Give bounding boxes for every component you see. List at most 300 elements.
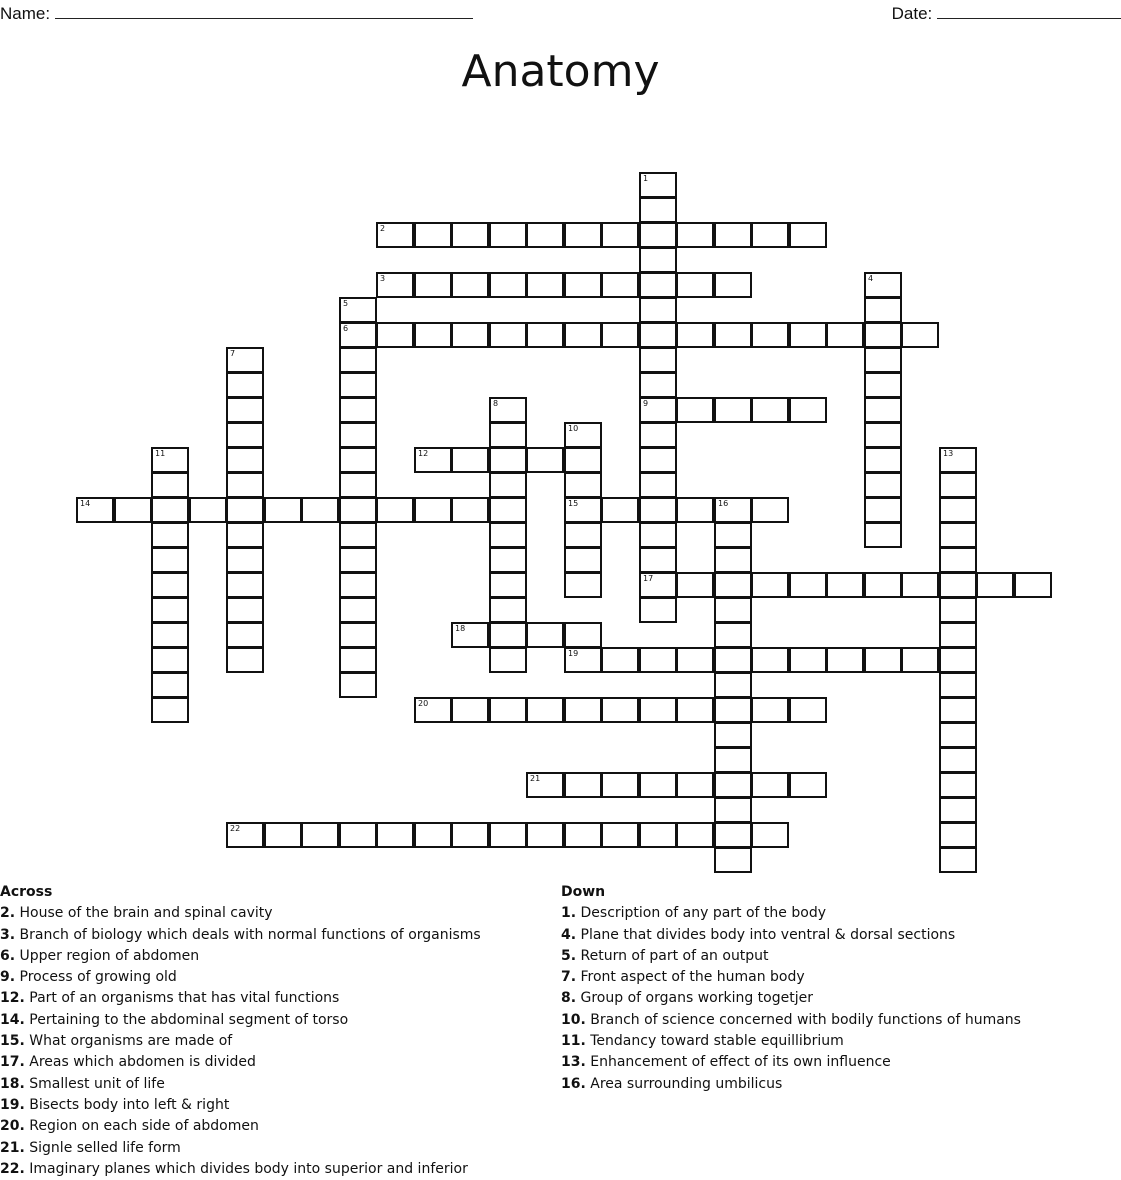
clue-number-label: 18. (0, 1075, 25, 1092)
crossword-cell[interactable] (639, 547, 677, 573)
crossword-cell[interactable] (376, 822, 414, 848)
crossword-cell[interactable] (451, 697, 489, 723)
crossword-cell[interactable] (226, 447, 264, 473)
crossword-cell[interactable] (864, 647, 902, 673)
crossword-cell[interactable] (864, 422, 902, 448)
crossword-cell[interactable] (564, 422, 602, 448)
crossword-cell[interactable] (939, 497, 977, 523)
crossword-cell[interactable] (789, 772, 827, 798)
clue-number: 10 (568, 424, 579, 433)
clue-number: 22 (230, 824, 241, 833)
crossword-cell[interactable] (714, 497, 752, 523)
crossword-cell[interactable] (339, 422, 377, 448)
clue-text: Signle selled life form (24, 1139, 181, 1156)
crossword-cell[interactable] (864, 447, 902, 473)
crossword-cell[interactable] (526, 822, 564, 848)
date-label: Date: (891, 4, 933, 23)
across-clue (0, 1010, 540, 1031)
crossword-cell[interactable] (226, 397, 264, 423)
clue-text: Process of growing old (15, 969, 177, 986)
across-clue (0, 925, 540, 946)
crossword-cell[interactable] (676, 822, 714, 848)
crossword-cell[interactable] (601, 497, 639, 523)
crossword-cell[interactable] (526, 322, 564, 348)
crossword-cell[interactable] (526, 697, 564, 723)
crossword-cell[interactable] (226, 822, 264, 848)
crossword-cell[interactable] (451, 222, 489, 248)
crossword-cell[interactable] (639, 447, 677, 473)
clue-number-label: 15. (0, 1033, 25, 1050)
crossword-cell[interactable] (226, 647, 264, 673)
down-clue (561, 903, 1101, 924)
crossword-cell[interactable] (226, 497, 264, 523)
crossword-cell[interactable] (151, 572, 189, 598)
crossword-cell[interactable] (376, 222, 414, 248)
crossword-cell[interactable] (939, 722, 977, 748)
crossword-cell[interactable] (714, 397, 752, 423)
crossword-cell[interactable] (676, 397, 714, 423)
clue-text: Pertaining to the abdominal segment of torso (24, 1011, 349, 1028)
across-clue (0, 1074, 540, 1095)
crossword-cell[interactable] (864, 297, 902, 323)
crossword-cell[interactable] (714, 222, 752, 248)
crossword-cell[interactable] (714, 822, 752, 848)
crossword-cell[interactable] (489, 597, 527, 623)
clue-number-label: 4. (561, 926, 577, 943)
crossword-cell[interactable] (264, 497, 302, 523)
crossword-cell[interactable] (489, 697, 527, 723)
crossword-cell[interactable] (601, 322, 639, 348)
crossword-cell[interactable] (226, 547, 264, 573)
crossword-cell[interactable] (676, 497, 714, 523)
clue-text: Smallest unit of life (24, 1075, 165, 1092)
name-field[interactable] (0, 2, 473, 24)
crossword-cell[interactable] (489, 622, 527, 648)
crossword-cell[interactable] (451, 447, 489, 473)
crossword-cell[interactable] (939, 522, 977, 548)
crossword-cell[interactable] (301, 497, 339, 523)
clue-number: 12 (418, 449, 429, 458)
crossword-cell[interactable] (226, 597, 264, 623)
crossword-cell[interactable] (751, 697, 789, 723)
across-clue (0, 1138, 540, 1159)
clue-text: Imaginary planes which divides body into superior and inferior (24, 1160, 468, 1177)
clue-text: Description of any part of the body (576, 905, 826, 922)
clue-number: 2 (380, 224, 386, 233)
clue-text: Region on each side of abdomen (24, 1118, 259, 1135)
clue-text: Part of an organisms that has vital functions (24, 990, 340, 1007)
crossword-cell[interactable] (639, 647, 677, 673)
crossword-cell[interactable] (639, 222, 677, 248)
clue-text: Area surrounding umbilicus (585, 1075, 783, 1092)
crossword-cell[interactable] (526, 622, 564, 648)
crossword-cell[interactable] (714, 522, 752, 548)
down-clue (561, 1052, 1101, 1073)
down-clue (561, 925, 1101, 946)
crossword-cell[interactable] (339, 647, 377, 673)
crossword-cell[interactable] (789, 322, 827, 348)
crossword-cell[interactable] (339, 447, 377, 473)
clue-number-label: 21. (0, 1139, 25, 1156)
crossword-cell[interactable] (639, 497, 677, 523)
crossword-cell[interactable] (751, 572, 789, 598)
crossword-cell[interactable] (939, 797, 977, 823)
crossword-cell[interactable] (751, 222, 789, 248)
crossword-cell[interactable] (639, 772, 677, 798)
crossword-cell[interactable] (751, 322, 789, 348)
crossword-cell[interactable] (489, 272, 527, 298)
crossword-cell[interactable] (414, 322, 452, 348)
clue-text: House of the brain and spinal cavity (15, 905, 273, 922)
clue-number: 4 (868, 274, 874, 283)
clue-number-label: 22. (0, 1160, 25, 1177)
crossword-cell[interactable] (451, 622, 489, 648)
crossword-cell[interactable] (714, 547, 752, 573)
crossword-cell[interactable] (939, 647, 977, 673)
crossword-cell[interactable] (1014, 572, 1052, 598)
crossword-cell[interactable] (339, 347, 377, 373)
crossword-cell[interactable] (564, 522, 602, 548)
crossword-cell[interactable] (939, 672, 977, 698)
clue-number: 13 (943, 449, 954, 458)
crossword-cell[interactable] (339, 522, 377, 548)
crossword-cell[interactable] (864, 522, 902, 548)
down-heading: Down (561, 884, 606, 900)
clue-number-label: 11. (561, 1033, 586, 1050)
crossword-cell[interactable] (451, 497, 489, 523)
clue-number-label: 12. (0, 990, 25, 1007)
crossword-cell[interactable] (864, 322, 902, 348)
crossword-cell[interactable] (714, 322, 752, 348)
clue-text: Group of organs working togetjer (576, 990, 813, 1007)
clue-text: Plane that divides body into ventral & dorsal sections (576, 926, 956, 943)
down-clue (561, 1010, 1101, 1031)
crossword-cell[interactable] (601, 772, 639, 798)
clue-number: 5 (343, 299, 349, 308)
crossword-cell[interactable] (564, 222, 602, 248)
crossword-cell[interactable] (489, 397, 527, 423)
crossword-cell[interactable] (676, 272, 714, 298)
clue-number-label: 16. (561, 1075, 586, 1092)
crossword-cell[interactable] (489, 222, 527, 248)
crossword-cell[interactable] (151, 647, 189, 673)
crossword-cell[interactable] (864, 472, 902, 498)
crossword-cell[interactable] (751, 822, 789, 848)
crossword-cell[interactable] (526, 272, 564, 298)
clue-number: 7 (230, 349, 236, 358)
crossword-cell[interactable] (976, 572, 1014, 598)
crossword-cell[interactable] (339, 472, 377, 498)
clue-number-label: 19. (0, 1096, 25, 1113)
crossword-cell[interactable] (489, 547, 527, 573)
clue-text: Enhancement of effect of its own influence (585, 1054, 891, 1071)
crossword-cell[interactable] (751, 647, 789, 673)
crossword-cell[interactable] (564, 272, 602, 298)
crossword-cell[interactable] (564, 647, 602, 673)
crossword-cell[interactable] (414, 497, 452, 523)
crossword-cell[interactable] (151, 672, 189, 698)
crossword-cell[interactable] (564, 472, 602, 498)
crossword-cell[interactable] (451, 272, 489, 298)
clue-number-label: 9. (0, 969, 16, 986)
crossword-cell[interactable] (676, 572, 714, 598)
crossword-cell[interactable] (789, 697, 827, 723)
page-title: Anatomy (461, 46, 660, 97)
clue-number-label: 14. (0, 1011, 25, 1028)
crossword-cell[interactable] (639, 572, 677, 598)
crossword-cell[interactable] (639, 522, 677, 548)
crossword-cell[interactable] (639, 322, 677, 348)
crossword-cell[interactable] (601, 222, 639, 248)
crossword-cell[interactable] (939, 572, 977, 598)
crossword-cell[interactable] (376, 272, 414, 298)
crossword-cell[interactable] (376, 322, 414, 348)
crossword-cell[interactable] (714, 847, 752, 873)
crossword-cell[interactable] (226, 472, 264, 498)
across-clue-list (0, 903, 540, 1180)
crossword-cell[interactable] (939, 697, 977, 723)
crossword-cell[interactable] (789, 397, 827, 423)
crossword-cell[interactable] (639, 372, 677, 398)
crossword-cell[interactable] (564, 322, 602, 348)
crossword-cell[interactable] (526, 447, 564, 473)
crossword-cell[interactable] (751, 397, 789, 423)
crossword-cell[interactable] (339, 572, 377, 598)
clue-text: Return of part of an output (576, 947, 769, 964)
date-blank-line[interactable] (937, 2, 1121, 19)
across-clue (0, 967, 540, 988)
crossword-cell[interactable] (151, 472, 189, 498)
crossword-cell[interactable] (601, 647, 639, 673)
crossword-cell[interactable] (864, 497, 902, 523)
crossword-cell[interactable] (151, 622, 189, 648)
down-clues (561, 882, 1101, 1095)
crossword-cell[interactable] (789, 647, 827, 673)
name-label: Name: (0, 4, 51, 23)
clue-number-label: 3. (0, 926, 16, 943)
date-field[interactable] (892, 2, 1121, 24)
across-clue (0, 946, 540, 967)
crossword-cell[interactable] (639, 397, 677, 423)
crossword-cell[interactable] (639, 697, 677, 723)
crossword-cell[interactable] (564, 772, 602, 798)
crossword-cell[interactable] (414, 447, 452, 473)
crossword-cell[interactable] (151, 497, 189, 523)
crossword-cell[interactable] (639, 172, 677, 198)
clue-number-label: 10. (561, 1011, 586, 1028)
crossword-cell[interactable] (414, 697, 452, 723)
crossword-cell[interactable] (639, 272, 677, 298)
clue-number: 16 (718, 499, 729, 508)
crossword-cell[interactable] (751, 772, 789, 798)
clue-text: Areas which abdomen is divided (24, 1054, 256, 1071)
crossword-cell[interactable] (639, 197, 677, 223)
crossword-cell[interactable] (939, 772, 977, 798)
crossword-cell[interactable] (339, 297, 377, 323)
crossword-cell[interactable] (151, 697, 189, 723)
crossword-cell[interactable] (639, 297, 677, 323)
crossword-cell[interactable] (601, 697, 639, 723)
clue-number: 11 (155, 449, 166, 458)
down-clue (561, 988, 1101, 1009)
crossword-cell[interactable] (676, 222, 714, 248)
crossword-cell[interactable] (226, 347, 264, 373)
crossword-cell[interactable] (339, 397, 377, 423)
crossword-cell[interactable] (939, 547, 977, 573)
across-clue (0, 1116, 540, 1137)
crossword-cell[interactable] (639, 247, 677, 273)
crossword-cell[interactable] (939, 847, 977, 873)
crossword-cell[interactable] (339, 547, 377, 573)
clue-number-label: 2. (0, 905, 16, 922)
clue-number: 19 (568, 649, 579, 658)
crossword-cell[interactable] (451, 822, 489, 848)
crossword-cell[interactable] (714, 797, 752, 823)
crossword-cell[interactable] (564, 547, 602, 573)
crossword-cell[interactable] (564, 447, 602, 473)
across-heading: Across (0, 884, 53, 900)
clue-number: 9 (643, 399, 649, 408)
crossword-cell[interactable] (189, 497, 227, 523)
across-clue (0, 1159, 540, 1180)
crossword-cell[interactable] (489, 322, 527, 348)
crossword-cell[interactable] (901, 647, 939, 673)
crossword-cell[interactable] (864, 347, 902, 373)
crossword-cell[interactable] (639, 347, 677, 373)
crossword-cell[interactable] (226, 372, 264, 398)
crossword-cell[interactable] (226, 572, 264, 598)
crossword-cell[interactable] (226, 522, 264, 548)
clue-number: 20 (418, 699, 429, 708)
crossword-cell[interactable] (564, 822, 602, 848)
crossword-cell[interactable] (339, 597, 377, 623)
crossword-cell[interactable] (714, 272, 752, 298)
crossword-cell[interactable] (714, 597, 752, 623)
crossword-cell[interactable] (939, 622, 977, 648)
crossword-cell[interactable] (151, 522, 189, 548)
crossword-cell[interactable] (714, 647, 752, 673)
crossword-cell[interactable] (339, 822, 377, 848)
crossword-cell[interactable] (676, 647, 714, 673)
crossword-cell[interactable] (339, 622, 377, 648)
crossword-cell[interactable] (714, 572, 752, 598)
clue-number-label: 1. (561, 905, 577, 922)
crossword-cell[interactable] (714, 772, 752, 798)
crossword-cell[interactable] (489, 447, 527, 473)
down-clue (561, 1031, 1101, 1052)
crossword-cell[interactable] (489, 822, 527, 848)
crossword-cell[interactable] (639, 822, 677, 848)
crossword-cell[interactable] (826, 647, 864, 673)
crossword-cell[interactable] (564, 572, 602, 598)
crossword-cell[interactable] (339, 497, 377, 523)
crossword-cell[interactable] (151, 597, 189, 623)
crossword-cell[interactable] (789, 222, 827, 248)
crossword-cell[interactable] (151, 547, 189, 573)
crossword-cell[interactable] (714, 747, 752, 773)
crossword-cell[interactable] (226, 422, 264, 448)
crossword-cell[interactable] (676, 697, 714, 723)
crossword-cell[interactable] (489, 472, 527, 498)
crossword-cell[interactable] (676, 772, 714, 798)
crossword-cell[interactable] (376, 497, 414, 523)
crossword-cell[interactable] (451, 322, 489, 348)
crossword-cell[interactable] (414, 272, 452, 298)
crossword-cell[interactable] (226, 622, 264, 648)
crossword-cell[interactable] (789, 572, 827, 598)
crossword-cell[interactable] (601, 822, 639, 848)
crossword-cell[interactable] (826, 572, 864, 598)
crossword-cell[interactable] (264, 822, 302, 848)
crossword-cell[interactable] (751, 497, 789, 523)
clue-text: Upper region of abdomen (15, 947, 200, 964)
crossword-cell[interactable] (864, 397, 902, 423)
crossword-cell[interactable] (489, 647, 527, 673)
crossword-cell[interactable] (414, 822, 452, 848)
across-clue (0, 903, 540, 924)
crossword-cell[interactable] (339, 372, 377, 398)
crossword-cell[interactable] (639, 597, 677, 623)
down-clue-list (561, 903, 1101, 1095)
crossword-cell[interactable] (414, 222, 452, 248)
crossword-cell[interactable] (714, 697, 752, 723)
crossword-cell[interactable] (901, 322, 939, 348)
crossword-cell[interactable] (489, 522, 527, 548)
crossword-cell[interactable] (864, 272, 902, 298)
clue-text: Tendancy toward stable equillibrium (585, 1033, 844, 1050)
crossword-cell[interactable] (601, 272, 639, 298)
across-clue (0, 988, 540, 1009)
crossword-cell[interactable] (939, 447, 977, 473)
crossword-cell[interactable] (714, 622, 752, 648)
crossword-cell[interactable] (114, 497, 152, 523)
name-blank-line[interactable] (55, 2, 473, 19)
crossword-cell[interactable] (76, 497, 114, 523)
crossword-cell[interactable] (564, 497, 602, 523)
crossword-cell[interactable] (864, 572, 902, 598)
clue-number-label: 7. (561, 969, 577, 986)
crossword-cell[interactable] (564, 622, 602, 648)
crossword-cell[interactable] (939, 597, 977, 623)
crossword-cell[interactable] (939, 822, 977, 848)
crossword-cell[interactable] (526, 222, 564, 248)
crossword-cell[interactable] (339, 322, 377, 348)
clue-number-label: 17. (0, 1054, 25, 1071)
crossword-cell[interactable] (526, 772, 564, 798)
crossword-cell[interactable] (676, 322, 714, 348)
crossword-cell[interactable] (489, 422, 527, 448)
crossword-cell[interactable] (939, 747, 977, 773)
crossword-cell[interactable] (864, 372, 902, 398)
crossword-cell[interactable] (826, 322, 864, 348)
crossword-cell[interactable] (639, 472, 677, 498)
crossword-cell[interactable] (564, 697, 602, 723)
crossword-cell[interactable] (151, 447, 189, 473)
crossword-cell[interactable] (639, 422, 677, 448)
clue-text: Branch of science concerned with bodily functions of humans (585, 1011, 1021, 1028)
crossword-cell[interactable] (339, 672, 377, 698)
crossword-cell[interactable] (714, 672, 752, 698)
clue-number: 17 (643, 574, 654, 583)
crossword-cell[interactable] (489, 572, 527, 598)
crossword-cell[interactable] (714, 722, 752, 748)
crossword-cell[interactable] (489, 497, 527, 523)
crossword-cell[interactable] (901, 572, 939, 598)
clue-number: 3 (380, 274, 386, 283)
crossword-cell[interactable] (939, 472, 977, 498)
clue-number-label: 20. (0, 1118, 25, 1135)
crossword-cell[interactable] (301, 822, 339, 848)
